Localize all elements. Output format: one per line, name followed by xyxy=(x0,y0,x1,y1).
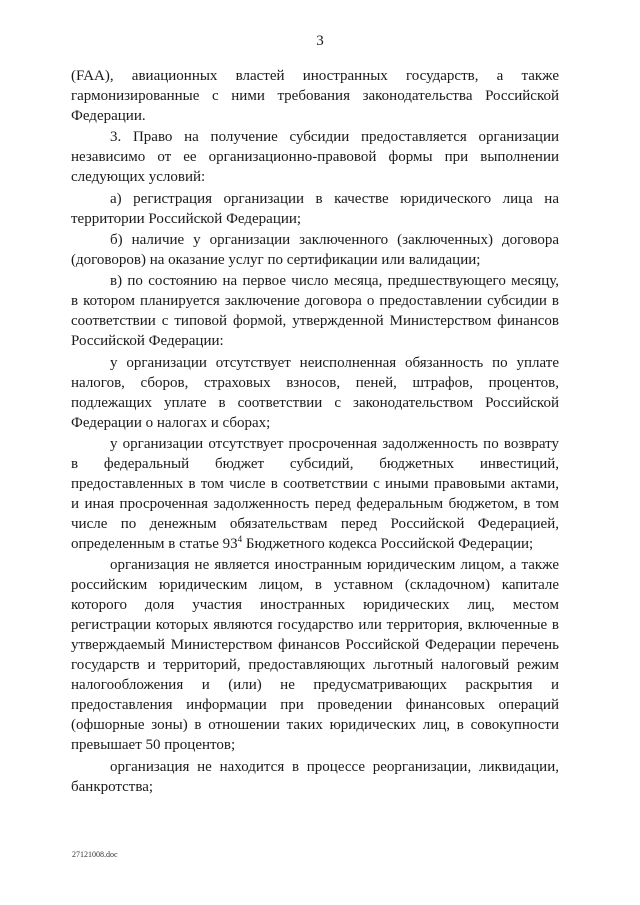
text-line: в) по состоянию на первое число месяца, предшествующего месяцу, xyxy=(110,273,559,289)
text-line: у организации отсутствует просроченная задолженность по возврату xyxy=(110,436,559,452)
text-run: Бюджетного кодекса Российской Федерации; xyxy=(242,536,534,552)
text-line: следующих условий: xyxy=(71,169,206,185)
text-line: превышает 50 процентов; xyxy=(71,737,236,753)
text-line: организация не является иностранным юридическим лицом, а также xyxy=(110,557,559,573)
text-line: Федерации о налогах и сборах; xyxy=(71,415,271,431)
text-line: гармонизированные с ними требования законодательства Российской xyxy=(71,88,559,104)
text-line: организация не находится в процессе реорганизации, ликвидации, xyxy=(110,759,559,775)
text-line: независимо от ее организационно-правовой формы при выполнении xyxy=(71,149,559,165)
text-line: налогов, сборов, страховых взносов, пеней, штрафов, процентов, xyxy=(71,375,559,391)
text-line: подлежащих уплате в соответствии с законодательством Российской xyxy=(71,395,559,411)
text-line: утверждаемый Министерством финансов Российской Федерации перечень xyxy=(71,637,559,653)
text-line: государств и территорий, предоставляющих льготный налоговый режим xyxy=(71,657,559,673)
text-line: 3. Право на получение субсидии предоставляется организации xyxy=(110,129,559,145)
text-line: у организации отсутствует неисполненная обязанность по уплате xyxy=(110,355,559,371)
text-line: (офшорные зоны) в отношении таких юридических лиц, в совокупности xyxy=(71,717,559,733)
text-line: которого доля участия иностранных юридических лиц, местом xyxy=(71,597,559,613)
text-line: банкротства; xyxy=(71,779,154,795)
text-line: Российской Федерации: xyxy=(71,333,224,349)
text-line xyxy=(71,535,559,554)
text-line: регистрации которых являются государство или территория, включенные в xyxy=(71,617,559,633)
text-line: предоставления информации при проведении финансовых операций xyxy=(71,697,559,713)
text-line: в котором планируется заключение договора о предоставлении субсидии в xyxy=(71,293,559,309)
text-line: б) наличие у организации заключенного (заключенных) договора xyxy=(110,232,559,248)
text-line: российским юридическим лицом, в уставном (складочном) капитале xyxy=(71,577,559,593)
text-line: числе по денежным обязательствам перед Российской Федерацией, xyxy=(71,516,559,532)
text-line: предоставленных в том числе в соответствии с иными правовыми актами, xyxy=(71,476,559,492)
page-number: 3 xyxy=(316,33,324,49)
text-line: Федерации. xyxy=(71,108,146,124)
text-line: территории Российской Федерации; xyxy=(71,211,302,227)
text-line: а) регистрация организации в качестве юридического лица на xyxy=(110,191,559,207)
superscript: 4 xyxy=(237,534,243,544)
text-line: (договоров) на оказание услуг по сертификации или валидации; xyxy=(71,252,481,268)
document-footer-code: 27121008.doc xyxy=(72,850,118,859)
text-line: (FAA), авиационных властей иностранных государств, а также xyxy=(71,68,559,84)
text-run: определенным в статье 93 xyxy=(71,536,238,552)
text-line: и иная просроченная задолженность перед федеральным бюджетом, в том xyxy=(71,496,559,512)
text-line: в федеральный бюджет субсидий, бюджетных инвестиций, xyxy=(71,456,559,472)
text-line: налогообложения и (или) не предусматривающих раскрытия и xyxy=(71,677,559,693)
text-line: соответствии с типовой формой, утвержденной Министерством финансов xyxy=(71,313,559,329)
